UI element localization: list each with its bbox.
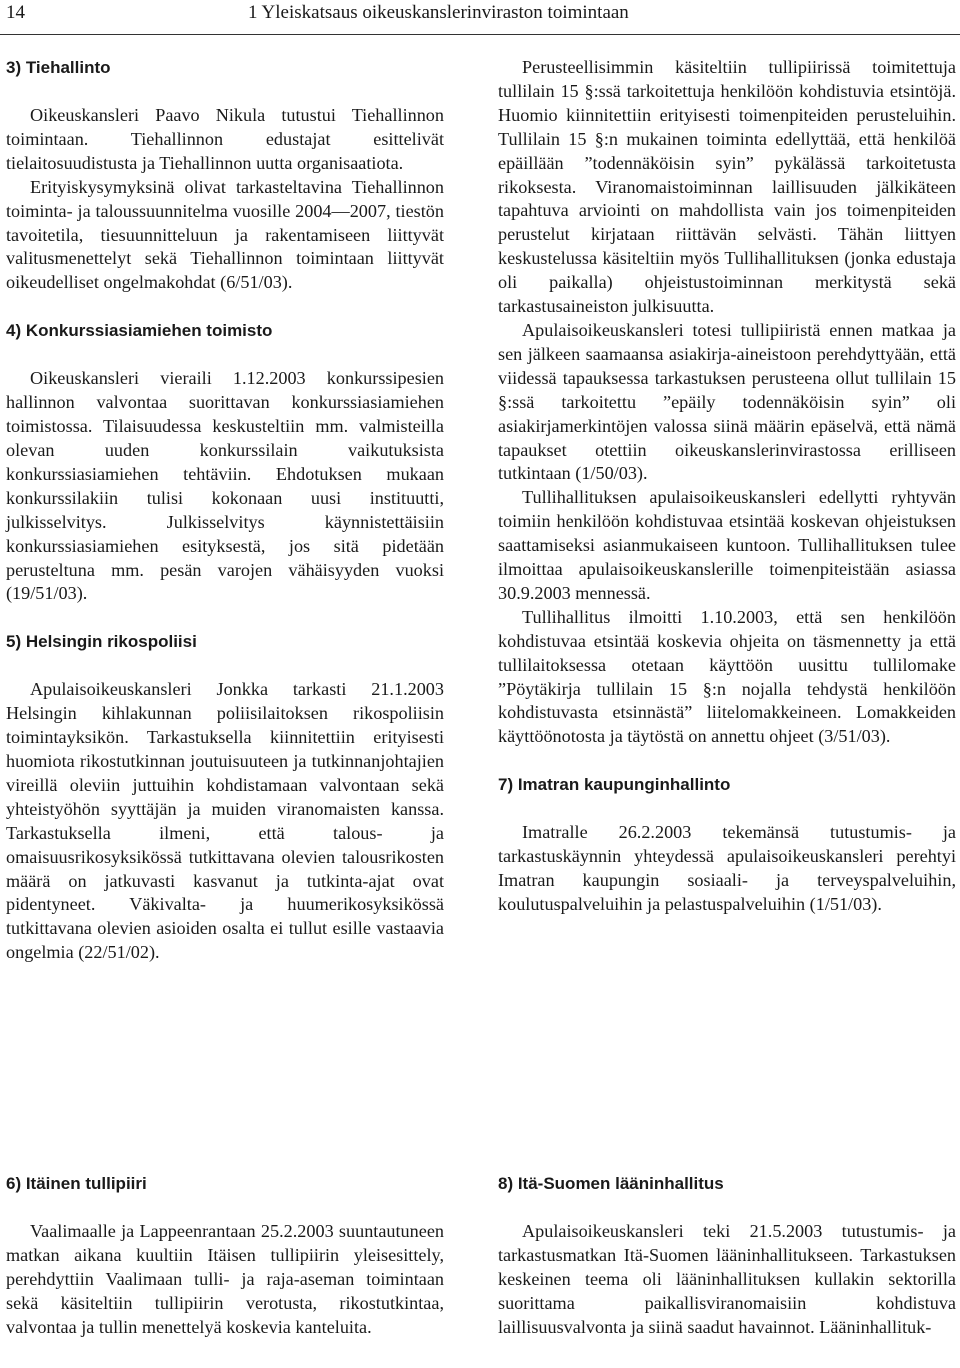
- paragraph: Tullihallitus ilmoitti 1.10.2003, että sen henkilöön kohdistuvaa etsintää koskevia ohjeita on täsmennetty ja että tullilaitoksessa otetaan käyttöön uusittu tullilomake ”Pöytäkirja tullilain 15 §:n nojalla tehdystä henkilöön kohdistuvasta etsinnästä” liitelomakkeineen. Lomakkeiden käyttöönotosta ja täytöstä on annettu ohjeet (3/51/03).: [498, 606, 956, 747]
- paragraph: Oikeuskansleri Paavo Nikula tutustui Tiehallinnon toimintaan. Tiehallinnon edustajat esittelivät tielaitosuudistusta ja Tiehallinnon uutta organisaatiota.: [6, 105, 444, 173]
- paragraph: Oikeuskansleri vieraili 1.12.2003 konkurssipesien hallinnon valvontaa suorittavan konkurssiasiamiehen toimistossa. Tilaisuudessa keskusteltiin mm. valmisteilla olevan uuden konkurssilain vaikutuksista konkurssiasiamiehen tehtäviin. Ehdotuksen mukaan konkurssilakiin tulisi kokonaan uusi instituutti, julkisselvitys. Julkisselvitys käynnistettäisiin konkurssiasiamiehen esityksestä, jos sitä pidetään perusteltuna mm. pesän varojen vähäisyyden vuoksi (19/51/03).: [6, 368, 444, 604]
- section-heading-imatra: 7) Imatran kaupunginhallinto: [498, 775, 731, 795]
- section-heading-itainen-tullipiiri: 6) Itäinen tullipiiri: [6, 1174, 147, 1193]
- page-number: 14: [6, 2, 25, 23]
- left-column-upper: [6, 56, 444, 965]
- section-heading-ita-suomen-laaninhallitus: 8) Itä-Suomen lääninhallitus: [498, 1174, 724, 1193]
- paragraph: Apulaisoikeuskansleri totesi tullipiiristä ennen matkaa ja sen jälkeen saamaansa asiakirja-aineistoon perehdyttyään, että viidessä tapauksessa tarkastuksen perusteena ollut tullilain 15 §:ssä tarkoitettu ”epäily todennäköisin syin” oli asiakirjamerkintöjen valossa siinä määrin epäselvä, että nämä tapaukset otettiin oikeuskanslerinvirastossa erilliseen tutkintaan (1/50/03).: [498, 319, 956, 484]
- page-header: [0, 0, 960, 30]
- section-heading-konkurssiasiamies: 4) Konkurssiasiamiehen toimisto: [6, 321, 273, 341]
- paragraph: Apulaisoikeuskansleri teki 21.5.2003 tutustumis- ja tarkastusmatkan Itä-Suomen lääninhallitukseen. Tarkastuksen keskeinen teema oli lääninhallituksen kullakin sektorilla suorittama paikallisviranomaisiin kohdistuva laillisuusvalvonta ja siinä saadut havainnot. Lääninhallituk-: [498, 1221, 956, 1337]
- header-divider: [0, 34, 960, 35]
- section-heading-tiehallinto: 3) Tiehallinto: [6, 58, 111, 77]
- section-heading-helsingin-rikospoliisi: 5) Helsingin rikospoliisi: [6, 632, 197, 652]
- paragraph: Erityiskysymyksinä olivat tarkasteltavina Tiehallinnon toiminta- ja taloussuunnitelma vuosille 2004—2007, tiestön tavoitetila, tiesuunnitteluun ja rakentamiseen liittyvät valitusmenettelyt sekä Tiehallinnon toimintaan liittyvät oikeudelliset ongelmakohdat (6/51/03).: [6, 176, 444, 293]
- right-column-upper: [498, 56, 956, 917]
- running-title: 1 Yleiskatsaus oikeuskanslerinviraston toimintaan: [248, 2, 629, 23]
- paragraph: Apulaisoikeuskansleri Jonkka tarkasti 21.1.2003 Helsingin kihlakunnan poliisilaitoksen rikospoliisin toimintayksikön. Tarkastuksella kiinnitettiin erityisesti huomiota rikostutkinnan joutuisuuteen ja tutkinnanjohtajien vireillä oleviin juttuihin kohdistamaan valvontaan sekä yhteistyöhön syyttäjän ja muiden viranomaisten kanssa. Tarkastuksella ilmeni, että talous- ja omaisuusrikosyksikössä tutkittavana olevien talousrikosten määrä on jatkuvasti kasvanut ja tutkinta-ajat ovat pidentyneet. Väkivalta- ja huumerikosyksikössä tutkittavana olevien asioiden osalta ei tullut esille vastaavia ongelmia (22/51/02).: [6, 679, 444, 963]
- paragraph: Vaalimaalle ja Lappeenrantaan 25.2.2003 suuntautuneen matkan aikana kuultiin Itäisen tullipiirin yleisesittely, perehdyttiin Vaalimaan tulli- ja raja-aseman toimintaan sekä käsiteltiin tullipiirin verotusta, rikostutkintaa, valvontaa ja tullin menettelyä koskevia kanteluita.: [6, 1221, 444, 1337]
- paragraph: Imatralle 26.2.2003 tekemänsä tutustumis- ja tarkastuskäynnin yhteydessä apulaisoikeuskansleri perehtyi Imatran kaupungin sosiaali- ja terveyspalveluihin, koulutuspalveluihin ja pelastuspalveluihin (1/51/03).: [498, 822, 956, 914]
- right-column-lower: [498, 1172, 956, 1340]
- left-column-lower: [6, 1172, 444, 1340]
- paragraph: Perusteellisimmin käsiteltiin tullipiirissä toimitettuja tullilain 15 §:ssä tarkoitettuja henkilöön kohdistuvia etsintöjä. Huomio kiinnitettiin erityisesti toimenpiteiden perusteluihin. Tullilain 15 §:n mukainen toiminta edellyttää, että henkilöä epäillään ”todennäköisin syin” pykälässä tarkoitetusta rikoksesta. Viranomaistoiminnan laillisuuden jälkikäteen tapahtuva arviointi on mahdollista vain jos toimenpiteiden perustelut kirjataan riittävän selvästi. Tähän liittyen keskustelussa käsiteltiin myös Tullihallituksen (jonka edustaja oli paikalla) ohjeistustoiminnan merkitystä sekä tarkastusaineiston julkisuutta.: [498, 57, 956, 317]
- paragraph: Tullihallituksen apulaisoikeuskansleri edellytti ryhtyvän toimiin henkilöön kohdistuvaa etsintää koskevan ohjeistuksen saattamiseksi asianmukaiseen kuntoon. Tullihallituksen tulee ilmoittaa apulaisoikeuskanslerille toimenpiteistään asiassa 30.9.2003 mennessä.: [498, 487, 956, 603]
